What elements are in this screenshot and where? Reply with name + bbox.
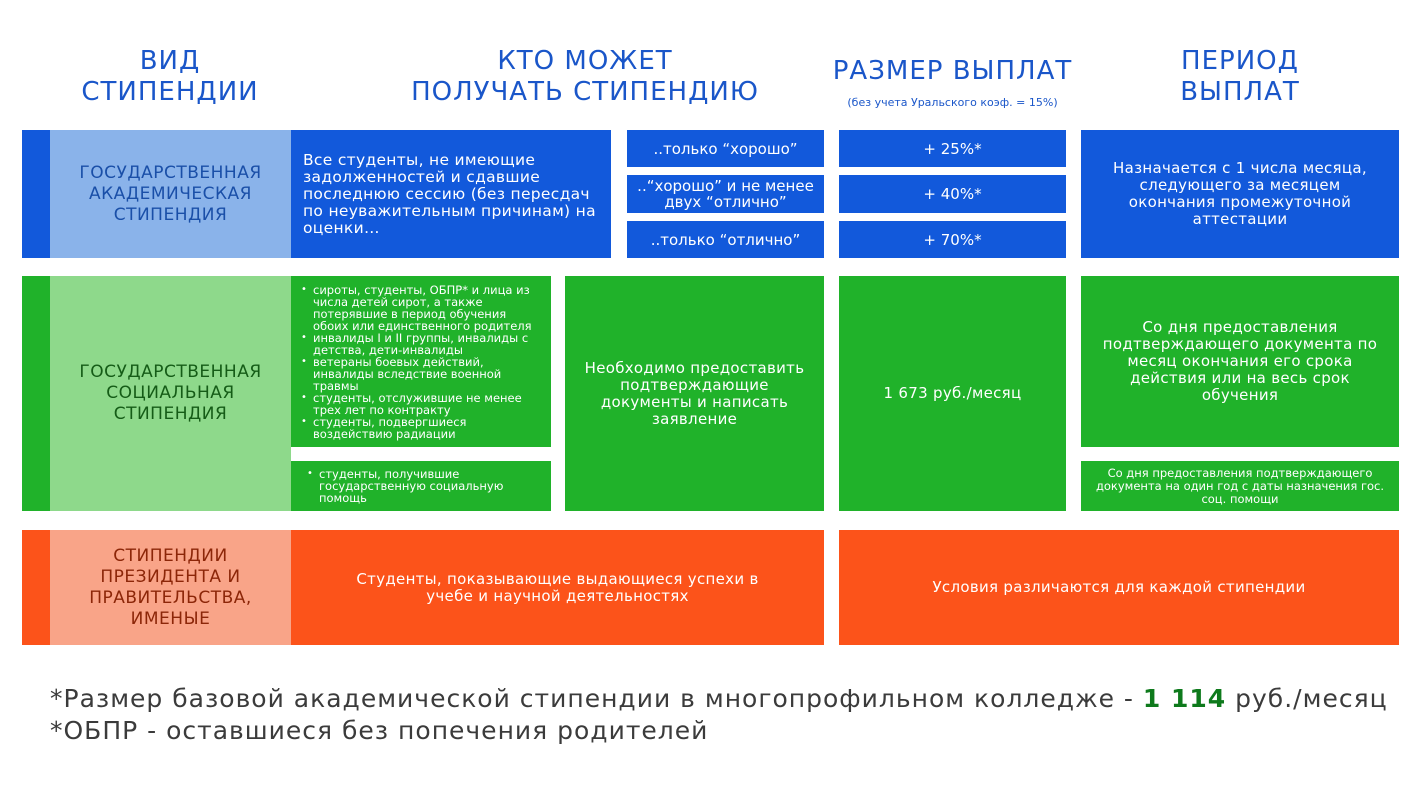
president-conditions: Условия различаются для каждой стипендии	[839, 530, 1399, 645]
header-amount-note: (без учета Уральского коэф. = 15%)	[847, 96, 1058, 109]
president-who: Студенты, показывающие выдающиеся успехи в учебе и научной деятельностях	[291, 530, 824, 645]
footnote-obpr: *ОБПР - оставшиеся без попечения родителей	[50, 716, 709, 745]
header-type: ВИД СТИПЕНДИИ	[81, 46, 259, 107]
social-group-item: • студенты, подвергшиеся воздействию радиации	[313, 416, 545, 440]
footnote-base-prefix: *Размер базовой академической стипендии в многопрофильном колледже -	[50, 684, 1143, 713]
footnote-base-suffix: руб./месяц	[1226, 684, 1388, 713]
president-category: СТИПЕНДИИ ПРЕЗИДЕНТА И ПРАВИТЕЛЬСТВА, ИМЕНЫЕ	[50, 530, 291, 645]
header-amount: РАЗМЕР ВЫПЛАТ	[832, 56, 1073, 86]
footnote-base-scholarship	[50, 684, 1388, 713]
academic-who: Все студенты, не имеющие задолженностей и сдавшие последнюю сессию (без пересдач по неуважительным причинам) на оценки…	[303, 150, 596, 237]
social-groups-cell	[291, 276, 551, 447]
social-group-item: • инвалиды I и II группы, инвалиды с детства, дети-инвалиды	[313, 332, 545, 356]
academic-who-cell	[291, 130, 611, 258]
president-accent-bar	[22, 530, 50, 645]
header-who: КТО МОЖЕТ ПОЛУЧАТЬ СТИПЕНДИЮ	[411, 46, 759, 107]
social-group2-cell	[291, 461, 551, 511]
footnote-base-value: 1 114	[1142, 684, 1227, 713]
social-group-item: • ветераны боевых действий, инвалиды вследствие военной травмы	[313, 356, 545, 392]
social-category: ГОСУДАРСТВЕННАЯ СОЦИАЛЬНАЯ СТИПЕНДИЯ	[50, 276, 291, 511]
academic-category: ГОСУДАРСТВЕННАЯ АКАДЕМИЧЕСКАЯ СТИПЕНДИЯ	[50, 130, 291, 258]
social-accent-bar	[22, 276, 50, 511]
header-period: ПЕРИОД ВЫПЛАТ	[1180, 46, 1300, 107]
academic-accent-bar	[22, 130, 50, 258]
social-requirement: Необходимо предоставить подтверждающие документы и написать заявление	[565, 276, 824, 511]
social-period2: Со дня предоставления подтверждающего документа на один год с даты назначения гос. соц. помощи	[1081, 461, 1399, 511]
academic-grade-mixed: ..“хорошо” и не менее двух “отлично”	[627, 175, 824, 213]
social-group2-item: • студенты, получившие государственную социальную помощь	[319, 468, 545, 504]
social-period: Со дня предоставления подтверждающего документа по месяц окончания его срока действия или на весь срок обучения	[1081, 276, 1399, 447]
academic-amount-70: + 70%*	[839, 221, 1066, 258]
social-amount: 1 673 руб./месяц	[839, 276, 1066, 511]
academic-period: Назначается с 1 числа месяца, следующего за месяцем окончания промежуточной аттестации	[1081, 130, 1399, 258]
social-group-item: • сироты, студенты, ОБПР* и лица из числа детей сирот, а также потерявшие в период обучения обоих или единственного родителя	[313, 284, 545, 332]
social-groups-list	[291, 284, 551, 440]
academic-amount-40: + 40%*	[839, 175, 1066, 213]
social-group-item: • студенты, отслужившие не менее трех лет по контракту	[313, 392, 545, 416]
academic-grade-excellent: ..только “отлично”	[627, 221, 824, 258]
academic-grade-good: ..только “хорошо”	[627, 130, 824, 167]
academic-amount-25: + 25%*	[839, 130, 1066, 167]
social-group2-list	[291, 468, 551, 504]
